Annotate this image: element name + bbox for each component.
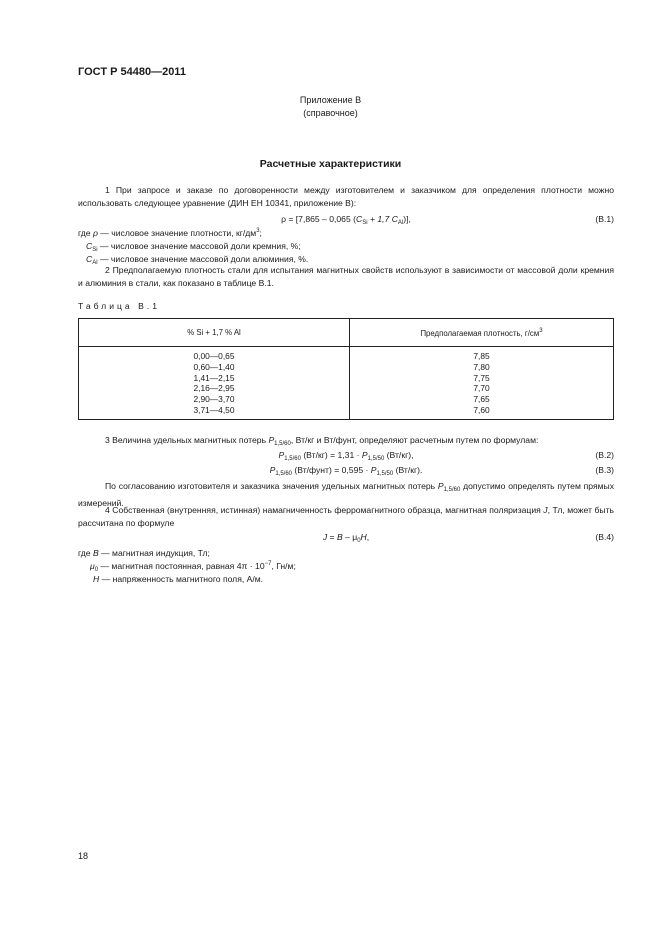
equation-b2: $P_{1,5/60}$ $(Вт/кг) = 1,31 \cdot P_{1,5/50}$ (Вт/кг), [278, 450, 414, 462]
equation-b3-number: (В.3) [595, 465, 614, 475]
paragraph-2: 2 Предполагаемую плотность стали для испытания магнитных свойств используют в зависимости от массовой доли кремния и алюминия в стали, как показано в таблице В.1. [78, 265, 614, 288]
table-header-composition: % Si + 1,7 % Al [79, 319, 350, 347]
paragraph-3-note: По согласованию изготовителя и заказчика значения удельных магнитных потерь $P_{1,5/60}$ допустимо определять путем прямых измерений. [78, 481, 614, 508]
table-header-density: Предполагаемая плотность, $г/см^3$ [350, 319, 614, 347]
table-cell: 0,00—0,65 [193, 351, 235, 361]
equation-b3: $P_{1,5/60}$ (Вт/фунт) = $0,595 \cdot P_{1,5/50}$ (Вт/кг). [269, 465, 423, 477]
table-cell: 2,90—3,70 [193, 394, 235, 405]
equation-b1: ρ = [7,865 – 0,065 ($C_{Si} + 1,7$ $C_{Al}$)], [281, 214, 411, 226]
table-cell: 7,60 [473, 404, 490, 415]
definition-csi: $C_{Si}$ — числовое значение массовой доли кремния, %; [86, 241, 301, 253]
table-cell: 7,75 [473, 372, 490, 383]
equation-b1-number: (В.1) [595, 214, 614, 224]
definition-b: где B — магнитная индукция, Тл; [78, 548, 210, 558]
table-column-composition [79, 347, 350, 420]
table-cell: 7,85 [473, 351, 490, 361]
paragraph-1: 1 При запросе и заказе по договоренности между изготовителем и заказчиком для определения плотности можно использовать следующее уравнение (ДИН ЕН 10341, приложение В): [78, 185, 614, 208]
equation-b2-number: (В.2) [595, 450, 614, 460]
table-cell: 2,16—2,95 [193, 383, 235, 394]
table-cell: 7,65 [473, 394, 490, 405]
equation-b4: $J = B - \mu_0H$, [322, 532, 370, 544]
annex-note: (справочное) [303, 108, 358, 118]
equation-b4-number: (В.4) [595, 532, 614, 542]
table-cell: 0,60—1,40 [193, 361, 235, 372]
definition-cal: $C_{Al}$ — числовое значение массовой доли алюминия, %. [86, 254, 309, 266]
table-cell: 7,70 [473, 383, 490, 394]
table-cell: 3,71—4,50 [193, 404, 235, 415]
table-column-density [350, 347, 614, 420]
page-number: 18 [78, 851, 89, 861]
table-cell: 7,80 [473, 361, 490, 372]
annex-title: Приложение В [299, 95, 362, 105]
table-caption: Таблица В.1 [78, 301, 160, 311]
paragraph-3: 3 Величина удельных магнитных потерь $P_{1,5/60}$, Вт/кг и Вт/фунт, определяют расчетным путем по формулам: [105, 435, 539, 447]
definition-rho: где ρ — числовое значение плотности, $кг/дм^3$; [78, 228, 262, 238]
definition-mu0: $\mu_0$ — магнитная постоянная, равная $4\pi \cdot 10^{-7}$, Гн/м; [90, 561, 296, 573]
density-table [78, 318, 614, 420]
paragraph-4: 4 Собственная (внутренняя, истинная) намагниченность ферромагнитного образца, магнитная поляризация J, Тл, может быть рассчитана по формуле [78, 505, 614, 528]
section-title: Расчетные характеристики [259, 158, 402, 170]
definition-h: H — напряженность магнитного поля, А/м. [93, 574, 264, 584]
table-cell: 1,41—2,15 [193, 372, 235, 383]
document-header: ГОСТ Р 54480—2011 [78, 66, 186, 78]
